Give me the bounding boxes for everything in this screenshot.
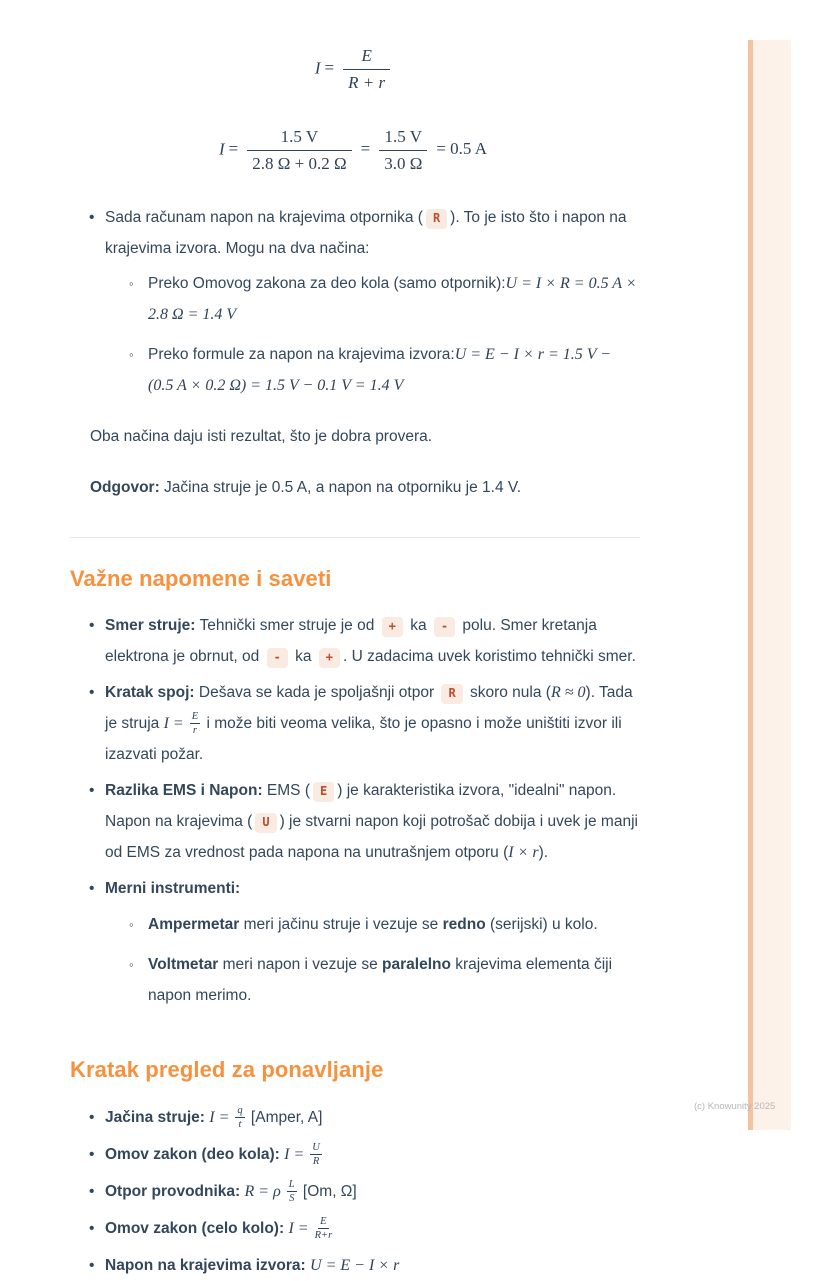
text-run: meri napon i vezuje se [218, 956, 383, 973]
fraction [247, 127, 351, 174]
fraction [343, 46, 390, 93]
text-run: . U zadacima uvek koristimo tehnički smer. [343, 648, 636, 665]
inline-math: I = [284, 1146, 309, 1163]
inline-math: R = ρ [244, 1183, 285, 1200]
fraction-numerator: E [190, 711, 200, 725]
inline-math: I = [209, 1109, 234, 1126]
review-label: Otpor provodnika: [105, 1183, 241, 1200]
note-ammeter [70, 909, 640, 940]
formula-ohm-full-circuit [70, 46, 640, 93]
fraction-numerator: U [310, 1142, 322, 1156]
text-run: [Amper, A] [246, 1109, 323, 1126]
fraction-numerator: L [287, 1179, 297, 1193]
emf-badge: E [313, 782, 334, 802]
review-label: Omov zakon (celo kolo): [105, 1220, 285, 1237]
note-short-circuit [70, 677, 640, 770]
text-run: skoro nula ( [465, 684, 551, 701]
inline-fraction [235, 1105, 244, 1131]
note-label: Kratak spoj: [105, 684, 195, 701]
voltage-badge: U [255, 813, 276, 833]
note-label: Merni instrumenti: [105, 880, 241, 897]
text-run: Tehnički smer struje je od [195, 617, 379, 634]
term: paralelno [382, 956, 451, 973]
notes-list [70, 610, 640, 1011]
review-item-ohm-full [70, 1213, 640, 1244]
text-run: ka [290, 648, 316, 665]
review-heading: Kratak pregled za ponavljanje [70, 1057, 384, 1082]
note-label: Razlika EMS i Napon: [105, 782, 263, 799]
fraction-denominator: R [312, 1155, 320, 1167]
fraction-numerator: 1.5 V [379, 127, 427, 151]
fraction-denominator: R + r [348, 73, 386, 92]
text-run: (serijski) u kolo. [485, 916, 598, 933]
text-run: ). To je isto što i napon na krajevima izvora. Mogu na dva načina: [105, 209, 627, 257]
text-run: ) je karakteristika izvora, "idealni" napon. Napon na krajevima ( [105, 782, 617, 830]
equals-sign: = [360, 139, 371, 159]
review-item-current [70, 1102, 640, 1133]
answer-label: Odgovor: [90, 479, 160, 496]
plus-badge: + [382, 617, 403, 637]
term: redno [442, 916, 486, 933]
text-run: EMS ( [262, 782, 310, 799]
inline-math: U = E − I × r = 1.5 V − (0.5 A × 0.2 Ω) = 1.5 V − 0.1 V = 1.4 V [148, 346, 612, 394]
formula-result: = 0.5 A [436, 139, 488, 159]
review-label: Napon na krajevima izvora: [105, 1257, 306, 1274]
inline-fraction [315, 1216, 333, 1242]
fraction-denominator: 2.8 Ω + 0.2 Ω [252, 154, 347, 173]
note-emf-vs-voltage [70, 775, 640, 868]
review-item-resistance [70, 1176, 640, 1207]
fraction-denominator: 3.0 Ω [384, 154, 423, 173]
inline-math: U = I × R = 0.5 A × 2.8 Ω = 1.4 V [148, 275, 637, 323]
fraction-denominator: t [238, 1118, 242, 1130]
review-list [70, 1102, 640, 1281]
fraction-numerator: E [318, 1216, 328, 1230]
text-run: ). Tada je struja [105, 684, 633, 732]
text-run: ). [538, 844, 549, 861]
fraction-numerator: E [343, 46, 390, 70]
term: Voltmetar [148, 956, 219, 973]
text-run: Preko Omovog zakona za deo kola (samo otpornik): [148, 275, 506, 292]
solution-list [70, 202, 640, 401]
solution-sub-bullet-ohm [70, 268, 640, 330]
equals-sign: = [228, 139, 239, 159]
text-run: ) je stvarni napon koji potrošač dobija i uvek je manji od EMS za vrednost pada napona na unutrašnjem otporu ( [105, 813, 638, 861]
formula-current-calculation [70, 127, 640, 174]
inline-math: I × r [508, 844, 539, 861]
answer-text: Jačina struje je 0.5 A, a napon na otporniku je 1.4 V. [159, 479, 522, 496]
minus-badge: - [434, 617, 455, 637]
inline-math: I = [163, 715, 188, 732]
note-instruments [70, 873, 640, 904]
text-run: [Om, Ω] [298, 1183, 357, 1200]
note-voltmeter [70, 949, 640, 1011]
watermark: (c) Knowunity 2025 [694, 1101, 776, 1112]
fraction-denominator: S [289, 1192, 295, 1204]
fraction-denominator: R+r [314, 1229, 333, 1241]
minus-badge: - [267, 648, 288, 668]
section-divider [70, 537, 640, 538]
inline-math: U = E − I × r [310, 1257, 400, 1274]
fraction-denominator: r [192, 724, 197, 736]
text-run: i može biti veoma velika, što je opasno i može uništiti izvor ili izazvati požar. [105, 715, 622, 763]
inline-fraction [310, 1142, 322, 1168]
text-run: Sada računam napon na krajevima otpornika ( [105, 209, 423, 226]
text-run: Preko formule za napon na krajevima izvora: [148, 346, 455, 363]
resistor-badge: R [441, 684, 462, 704]
solution-sub-bullet-source [70, 339, 640, 401]
text-run: Dešava se kada je spoljašnji otpor [194, 684, 439, 701]
text-run: meri jačinu struje i vezuje se [239, 916, 443, 933]
equals-sign: = [324, 58, 335, 78]
inline-fraction [190, 711, 200, 737]
answer-paragraph [90, 472, 640, 503]
review-label: Omov zakon (deo kola): [105, 1146, 280, 1163]
inline-math: R ≈ 0 [550, 684, 586, 701]
side-panel [753, 40, 791, 1130]
inline-math: I = [288, 1220, 313, 1237]
note-current-direction [70, 610, 640, 672]
formula-lhs: I [314, 58, 321, 78]
review-label: Jačina struje: [105, 1109, 205, 1126]
fraction-numerator: q [235, 1105, 244, 1119]
note-label: Smer struje: [105, 617, 196, 634]
text-run: ka [405, 617, 431, 634]
term: Ampermetar [148, 916, 240, 933]
inline-fraction [287, 1179, 297, 1205]
check-paragraph: Oba načina daju isti rezultat, što je dobra provera. [90, 428, 433, 445]
review-item-ohm-partial [70, 1139, 640, 1170]
notes-heading: Važne napomene i saveti [70, 566, 332, 591]
document-content [70, 0, 640, 1281]
fraction-numerator: 1.5 V [247, 127, 351, 151]
formula-lhs: I [218, 139, 225, 159]
review-item-terminal-voltage [70, 1250, 640, 1281]
resistor-badge: R [426, 209, 447, 229]
text-run: polu. Smer kretanja elektrona je obrnut, od [105, 617, 597, 665]
fraction [379, 127, 427, 174]
plus-badge: + [319, 648, 340, 668]
solution-bullet [70, 202, 640, 264]
text-run: krajevima elementa čiji napon merimo. [148, 956, 613, 1004]
